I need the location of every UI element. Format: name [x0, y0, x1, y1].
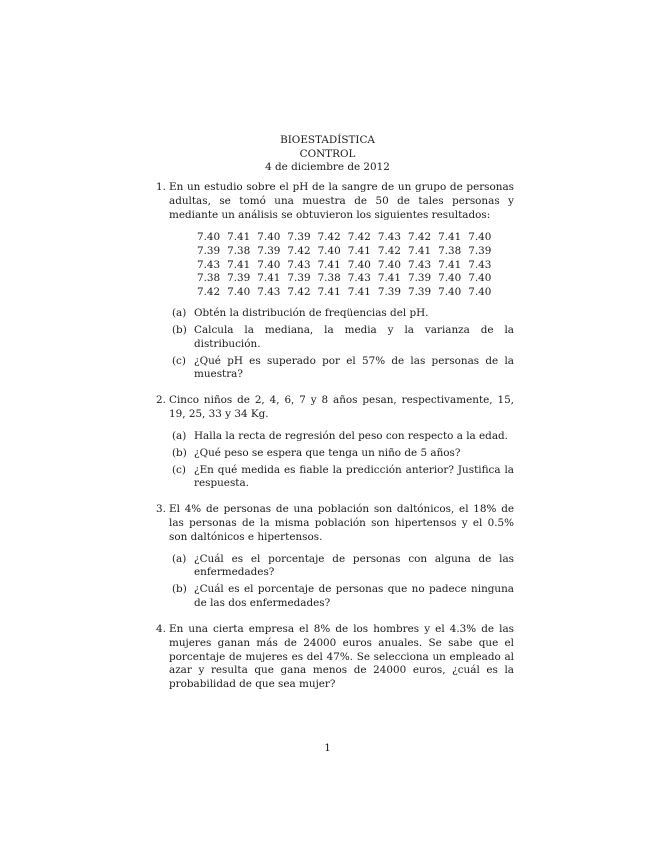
table-cell: 7.40 — [197, 231, 221, 244]
problem-number: 1. — [156, 181, 166, 193]
subquestion-b — [172, 447, 514, 461]
table-row — [197, 245, 498, 259]
table-cell: 7.41 — [347, 285, 371, 298]
table-cell: 7.43 — [257, 285, 281, 298]
problem-3 — [156, 503, 514, 614]
table-cell: 7.39 — [257, 245, 281, 257]
document-date: 4 de diciembre de 2012 — [265, 161, 390, 174]
document-subtitle: CONTROL — [299, 147, 356, 160]
table-cell: 7.39 — [468, 245, 492, 257]
table-row — [197, 259, 498, 273]
problem-number: 4. — [156, 622, 166, 635]
table-cell: 7.43 — [287, 258, 311, 271]
table-cell: 7.42 — [317, 231, 341, 244]
table-cell: 7.41 — [407, 245, 432, 257]
table-cell: 7.41 — [317, 258, 341, 271]
subquestion-a — [172, 553, 514, 581]
ph-data-table — [197, 231, 498, 299]
table-cell: 7.40 — [257, 258, 281, 271]
table-cell: 7.38 — [438, 245, 462, 257]
problem-2 — [156, 394, 514, 494]
problem-statement: El 4% de personas de una población son daltónicos, el 18% de las personas de la misma población son hipertensos y el 0.5% son daltónicos e hipertensos. — [169, 503, 514, 543]
problem-list — [156, 181, 514, 701]
table-cell: 7.40 — [468, 231, 492, 244]
table-cell: 7.40 — [257, 231, 281, 244]
subquestion-text: ¿En qué medida es fiable la predicción anterior? Justifica la respuesta. — [194, 463, 514, 490]
subquestion-a — [172, 430, 514, 444]
table-row — [197, 286, 498, 300]
table-cell: 7.43 — [407, 258, 432, 271]
problem-4 — [156, 623, 514, 692]
table-row — [197, 231, 498, 245]
subquestion-label: (a) — [172, 429, 187, 442]
table-cell: 7.41 — [317, 285, 341, 298]
subquestion-label: (b) — [172, 446, 187, 459]
problem-statement: En una cierta empresa el 8% de los hombres y el 4.3% de las mujeres ganan más de 24000 euros anuales. Se sabe que el porcentaje de mujeres es del 47%. Se selecciona un empleado al azar y resulta que gana menos de 24000 euros, ¿cuál es la probabilidad de que sea mujer? — [169, 622, 514, 691]
table-cell: 7.38 — [227, 245, 251, 257]
table-cell: 7.38 — [317, 272, 341, 285]
table-cell: 7.42 — [287, 245, 311, 257]
table-cell: 7.42 — [347, 231, 371, 244]
table-cell: 7.39 — [407, 285, 432, 298]
table-cell: 7.40 — [438, 272, 462, 285]
table-cell: 7.41 — [438, 258, 462, 271]
table-cell: 7.41 — [227, 231, 251, 244]
table-cell: 7.40 — [468, 285, 492, 298]
problem-1 — [156, 181, 514, 385]
subquestion-c — [172, 355, 514, 383]
table-cell: 7.39 — [197, 245, 221, 257]
subquestion-text: ¿Cuál es el porcentaje de personas con alguna de las enfermedades? — [194, 552, 514, 579]
table-cell: 7.43 — [468, 258, 492, 271]
subquestion-b — [172, 324, 514, 352]
table-cell: 7.41 — [377, 272, 401, 285]
subquestion-text: ¿Qué pH es superado por el 57% de las personas de la muestra? — [194, 354, 514, 381]
table-cell: 7.42 — [197, 285, 221, 298]
table-cell: 7.38 — [197, 272, 221, 285]
table-cell: 7.42 — [377, 245, 401, 257]
problem-statement: Cinco niños de 2, 4, 6, 7 y 8 años pesan, respectivamente, 15, 19, 25, 33 y 34 Kg. — [169, 394, 514, 421]
problem-statement: En un estudio sobre el pH de la sangre de un grupo de personas adultas, se tomó una muestra de 50 de tales personas y mediante un análisis se obtuvieron los siguientes resultados: — [169, 181, 514, 221]
subquestion-label: (b) — [172, 583, 187, 596]
subquestion-label: (c) — [172, 354, 186, 367]
table-cell: 7.39 — [377, 285, 401, 298]
subquestion-text: Obtén la distribución de freqüencias del pH. — [194, 307, 429, 320]
table-cell: 7.41 — [438, 231, 462, 244]
subquestion-text: ¿Qué peso se espera que tenga un niño de 5 años? — [194, 446, 461, 459]
table-cell: 7.40 — [468, 272, 492, 285]
page-number: 1 — [324, 742, 331, 754]
subquestion-label: (a) — [172, 307, 187, 320]
table-cell: 7.40 — [347, 258, 371, 271]
table-cell: 7.40 — [377, 258, 401, 271]
table-cell: 7.43 — [377, 231, 401, 244]
table-cell: 7.39 — [407, 272, 432, 285]
table-cell: 7.40 — [438, 285, 462, 298]
subquestion-b — [172, 583, 514, 611]
problem-number: 3. — [156, 503, 166, 516]
document-header — [0, 134, 655, 175]
subquestion-a — [172, 307, 514, 321]
subquestion-label: (c) — [172, 463, 186, 476]
subquestion-label: (a) — [172, 552, 187, 565]
table-cell: 7.41 — [227, 258, 251, 271]
subquestion-text: Calcula la mediana, la media y la varianza de la distribución. — [194, 323, 514, 350]
table-cell: 7.41 — [257, 272, 281, 285]
document-title: BIOESTADÍSTICA — [280, 134, 375, 146]
subquestion-text: ¿Cuál es el porcentaje de personas que no padece ninguna de las dos enfermedades? — [194, 583, 514, 610]
table-cell: 7.42 — [287, 285, 311, 298]
table-cell: 7.41 — [347, 245, 371, 257]
table-row — [197, 272, 498, 286]
table-cell: 7.39 — [287, 272, 311, 285]
table-cell: 7.39 — [227, 272, 251, 285]
table-cell: 7.40 — [227, 285, 251, 298]
table-cell: 7.39 — [287, 231, 311, 244]
table-cell: 7.43 — [347, 272, 371, 285]
subquestion-text: Halla la recta de regresión del peso con respecto a la edad. — [194, 429, 508, 442]
table-cell: 7.42 — [407, 231, 432, 244]
table-cell: 7.40 — [317, 245, 341, 257]
subquestion-label: (b) — [172, 323, 187, 336]
problem-number: 2. — [156, 394, 166, 407]
subquestion-c — [172, 464, 514, 492]
table-cell: 7.43 — [197, 258, 221, 271]
